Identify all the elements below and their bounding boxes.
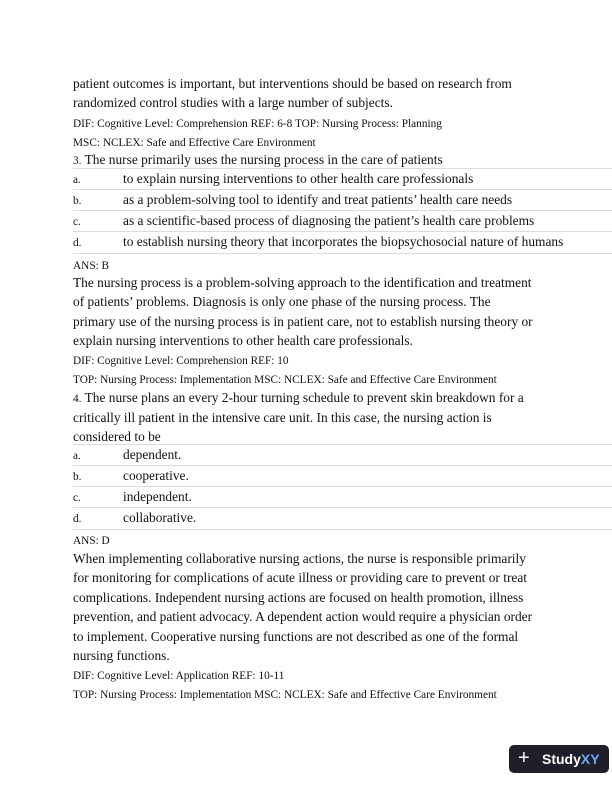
q3-option-b [73,189,612,211]
intro-meta-1: DIF: Cognitive Level: Comprehension REF: 6-8 TOP: Nursing Process: Planning [73,118,442,130]
option-letter: c. [73,216,81,228]
option-text: collaborative. [123,510,197,525]
option-letter: b. [73,195,82,207]
q4-option-a [73,444,612,466]
q3-rationale-line-4: explain nursing interventions to other health care professionals. [73,333,413,348]
studyxy-badge[interactable] [509,745,609,773]
q4-option-c [73,486,612,508]
q4-rationale-line-5: to implement. Cooperative nursing functions are not described as one of the formal [73,629,519,644]
brand-logo-text [542,751,600,767]
option-text: as a scientific-based process of diagnosing the patient’s health care problems [123,213,535,228]
plus-icon: + [518,747,530,769]
q3-rationale-line-3: primary use of the nursing process is in patient care, not to establish nursing theory or [73,314,533,329]
q4-rationale-line-2: for monitoring for complications of acute illness or providing care to prevent or treat [73,570,528,585]
q4-rationale-line-1: When implementing collaborative nursing actions, the nurse is responsible primarily [73,551,526,566]
option-letter: d. [73,237,82,249]
q4-stem-line-1 [73,389,524,407]
q4-number: 4. [73,393,82,405]
option-text: to establish nursing theory that incorporates the biopsychosocial nature of humans [123,234,564,249]
q4-rationale-line-6: nursing functions. [73,648,170,663]
q3-answer: ANS: B [73,260,110,272]
q4-option-d [73,507,612,530]
q3-stem [73,151,443,169]
q4-stem-line-3: considered to be [73,429,161,444]
q4-answer: ANS: D [73,535,110,547]
q3-meta-2: TOP: Nursing Process: Implementation MSC: NCLEX: Safe and Effective Care Environment [73,374,497,386]
q3-option-a [73,168,612,190]
option-text: independent. [123,489,192,504]
option-letter: d. [73,513,82,525]
option-letter: b. [73,471,82,483]
option-text: dependent. [123,447,182,462]
q3-number: 3. [73,155,82,167]
option-text: cooperative. [123,468,189,483]
brand-main: Study [542,751,581,767]
intro-meta-2: MSC: NCLEX: Safe and Effective Care Environment [73,137,316,149]
q4-meta-2: TOP: Nursing Process: Implementation MSC: NCLEX: Safe and Effective Care Environment [73,689,497,701]
q3-rationale-line-1: The nursing process is a problem-solving approach to the identification and treatment [73,275,532,290]
option-letter: a. [73,450,81,462]
option-text: to explain nursing interventions to other health care professionals [123,171,474,186]
intro-line-1: patient outcomes is important, but interventions should be based on research from [73,76,512,91]
q3-option-d [73,231,612,254]
q3-stem-text: The nurse primarily uses the nursing process in the care of patients [84,152,443,167]
q4-meta-1: DIF: Cognitive Level: Application REF: 10-11 [73,670,285,682]
option-letter: a. [73,174,81,186]
q3-rationale-line-2: of patients’ problems. Diagnosis is only one phase of the nursing process. The [73,294,491,309]
brand-accent: XY [580,751,600,767]
q4-stem-line-2: critically ill patient in the intensive care unit. In this case, the nursing action is [73,410,492,425]
q4-stem-text-1: The nurse plans an every 2-hour turning schedule to prevent skin breakdown for a [84,390,524,405]
intro-line-2: randomized control studies with a large number of subjects. [73,95,393,110]
q4-option-b [73,465,612,487]
option-text: as a problem-solving tool to identify and treat patients’ health care needs [123,192,513,207]
q3-option-c [73,210,612,232]
q4-rationale-line-3: complications. Independent nursing actions are focused on health promotion, illness [73,590,524,605]
q4-rationale-line-4: prevention, and patient advocacy. A dependent action would require a physician order [73,609,533,624]
option-letter: c. [73,492,81,504]
q3-meta-1: DIF: Cognitive Level: Comprehension REF: 10 [73,355,289,367]
